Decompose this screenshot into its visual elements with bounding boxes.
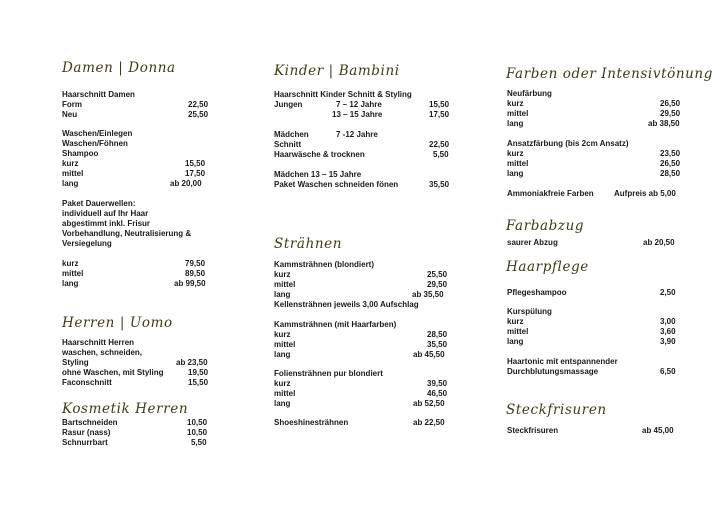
steckfrisuren-label: Steckfrisuren xyxy=(507,426,559,435)
damen-waschen-foehnen: Waschen/Föhnen xyxy=(62,139,128,148)
damen-heading: Damen | Donna xyxy=(62,60,176,76)
kinder-haarschnitt: Haarschnitt Kinder Schnitt & Styling xyxy=(274,90,412,99)
kosmetik-rasur-label: Rasur (nass) xyxy=(62,428,111,437)
straehnen-kb-mittel: mittel xyxy=(274,280,296,289)
haarpflege-pflege-price: 2,50 xyxy=(660,288,676,297)
straehnen-fo-lang-price: ab 52,50 xyxy=(413,399,445,408)
straehnen-kf-lang: lang xyxy=(274,350,291,359)
damen-lang-label: lang xyxy=(62,179,79,188)
damen-dw-kurz-price: 79,50 xyxy=(185,259,206,268)
herren-haarschnitt: Haarschnitt Herren xyxy=(62,338,135,347)
straehnen-kf-mittel-price: 35,50 xyxy=(427,340,448,349)
straehnen-heading: Strähnen xyxy=(274,236,343,252)
kosmetik-schnurr-price: 5,50 xyxy=(191,438,207,447)
damen-dauerwellen-1: Paket Dauerwellen: xyxy=(62,199,136,208)
herren-styling-price: ab 23,50 xyxy=(176,358,208,367)
haarpflege-ku-kurz-price: 3,00 xyxy=(660,317,676,326)
damen-form-price: 22,50 xyxy=(188,100,209,109)
damen-haarschnitt-title: Haarschnitt Damen xyxy=(62,90,135,99)
kinder-maedchen-age: 7 -12 Jahre xyxy=(336,130,378,139)
straehnen-fo-kurz: kurz xyxy=(274,379,291,388)
haarpflege-ku-lang: lang xyxy=(507,337,524,346)
kinder-jungen-age1: 7 – 12 Jahre xyxy=(336,100,382,109)
damen-form-label: Form xyxy=(62,100,82,109)
farben-an-kurz: kurz xyxy=(507,149,524,158)
farben-nf-lang: lang xyxy=(507,119,524,128)
kinder-heading: Kinder | Bambini xyxy=(274,63,400,79)
damen-mittel-label: mittel xyxy=(62,169,84,178)
straehnen-kellen: Kellensträhnen jeweils 3,00 Aufschlag xyxy=(274,300,419,309)
farben-an-lang: lang xyxy=(507,169,524,178)
haarpflege-ku-lang-price: 3,90 xyxy=(660,337,676,346)
damen-mittel-price: 17,50 xyxy=(185,169,206,178)
farben-an-mittel: mittel xyxy=(507,159,529,168)
straehnen-kf-lang-price: ab 45,50 xyxy=(413,350,445,359)
damen-dauerwellen-4: Vorbehandlung, Neutralisierung & xyxy=(62,229,192,238)
damen-shampoo: Shampoo xyxy=(62,149,99,158)
kinder-paket-label: Paket Waschen schneiden fönen xyxy=(274,180,399,189)
herren-waschen: waschen, schneiden, xyxy=(62,348,143,357)
straehnen-kb-mittel-price: 29,50 xyxy=(427,280,448,289)
haarpflege-pflege-label: Pflegeshampoo xyxy=(507,288,567,297)
farben-nf-mittel: mittel xyxy=(507,109,529,118)
straehnen-shoeshine-label: Shoeshinesträhnen xyxy=(274,418,349,427)
farben-ansatz-title: Ansatzfärbung (bis 2cm Ansatz) xyxy=(507,139,629,148)
damen-lang-price: ab 20,00 xyxy=(170,179,202,188)
haarpflege-ku-mittel: mittel xyxy=(507,327,529,336)
damen-kurz-price: 15,50 xyxy=(185,159,206,168)
straehnen-shoeshine-price: ab 22,50 xyxy=(413,418,445,427)
farben-an-mittel-price: 26,50 xyxy=(660,159,681,168)
straehnen-kb-lang: lang xyxy=(274,290,291,299)
farbabzug-saurer-price: ab 20,50 xyxy=(643,238,675,247)
haarpflege-tonic-2-label: Durchblutungsmassage xyxy=(507,367,599,376)
kinder-jungen-label: Jungen xyxy=(274,100,303,109)
haarpflege-tonic-2-price: 6,50 xyxy=(660,367,676,376)
straehnen-kf-kurz: kurz xyxy=(274,330,291,339)
damen-dw-lang-label: lang xyxy=(62,279,79,288)
herren-facon-price: 15,50 xyxy=(188,378,209,387)
kosmetik-heading: Kosmetik Herren xyxy=(62,401,189,417)
farbabzug-saurer-label: saurer Abzug xyxy=(507,238,558,247)
straehnen-fo-kurz-price: 39,50 xyxy=(427,379,448,388)
steckfrisuren-heading: Steckfrisuren xyxy=(506,402,607,418)
farben-nf-kurz: kurz xyxy=(507,99,524,108)
straehnen-fo-mittel-price: 46,50 xyxy=(427,389,448,398)
farben-heading: Farben oder Intensivtönung xyxy=(506,66,713,82)
kinder-schnitt-label: Schnitt xyxy=(274,140,302,149)
damen-waschen-einlegen: Waschen/Einlegen xyxy=(62,129,133,138)
kosmetik-schnurr-label: Schnurrbart xyxy=(62,438,108,447)
farbabzug-heading: Farbabzug xyxy=(506,218,585,234)
farben-nf-lang-price: ab 38,50 xyxy=(648,119,680,128)
kinder-haarwaesche-price: 5,50 xyxy=(433,150,449,159)
kinder-jungen-age2: 13 – 15 Jahre xyxy=(332,110,383,119)
haarpflege-tonic-1: Haartonic mit entspannender xyxy=(507,357,618,366)
kinder-paket-price: 35,50 xyxy=(429,180,450,189)
kosmetik-bart-price: 10,50 xyxy=(187,418,208,427)
straehnen-folien: Foliensträhnen pur blondiert xyxy=(274,369,383,378)
farben-an-lang-price: 28,50 xyxy=(660,169,681,178)
kosmetik-bart-label: Bartschneiden xyxy=(62,418,118,427)
herren-facon-label: Faconschnitt xyxy=(62,378,112,387)
herren-styling-label: Styling xyxy=(62,358,89,367)
farben-ammoniak-label: Ammoniakfreie Farben xyxy=(507,189,594,198)
damen-dauerwellen-2: individuell auf Ihr Haar xyxy=(62,209,149,218)
damen-dw-kurz-label: kurz xyxy=(62,259,79,268)
straehnen-kb-kurz: kurz xyxy=(274,270,291,279)
haarpflege-ku-mittel-price: 3,60 xyxy=(660,327,676,336)
straehnen-kf-mittel: mittel xyxy=(274,340,296,349)
haarpflege-ku-kurz: kurz xyxy=(507,317,524,326)
damen-neu-label: Neu xyxy=(62,110,78,119)
straehnen-kf-kurz-price: 28,50 xyxy=(427,330,448,339)
straehnen-kamm-blond: Kammsträhnen (blondiert) xyxy=(274,260,375,269)
damen-dauerwellen-3: abgestimmt inkl. Frisur xyxy=(62,219,151,228)
damen-dw-mittel-label: mittel xyxy=(62,269,84,278)
farben-neufaerbung: Neufärbung xyxy=(507,89,552,98)
herren-ohne-label: ohne Waschen, mit Styling xyxy=(62,368,164,377)
kosmetik-rasur-price: 10,50 xyxy=(187,428,208,437)
kinder-schnitt-price: 22,50 xyxy=(429,140,450,149)
kinder-maedchen-label: Mädchen xyxy=(274,130,309,139)
haarpflege-heading: Haarpflege xyxy=(506,259,589,275)
straehnen-kamm-farben: Kammsträhnen (mit Haarfarben) xyxy=(274,320,397,329)
farben-nf-mittel-price: 29,50 xyxy=(660,109,681,118)
kinder-jungen-price1: 15,50 xyxy=(429,100,450,109)
damen-dw-lang-price: ab 99,50 xyxy=(174,279,206,288)
farben-ammoniak-price: Aufpreis ab 5,00 xyxy=(614,189,676,198)
herren-heading: Herren | Uomo xyxy=(62,315,173,331)
damen-kurz-label: kurz xyxy=(62,159,79,168)
damen-neu-price: 25,50 xyxy=(188,110,209,119)
straehnen-fo-mittel: mittel xyxy=(274,389,296,398)
straehnen-kb-lang-price: ab 35,50 xyxy=(412,290,444,299)
damen-dw-mittel-price: 89,50 xyxy=(185,269,206,278)
herren-ohne-price: 19,50 xyxy=(188,368,209,377)
kinder-jungen-price2: 17,50 xyxy=(429,110,450,119)
farben-an-kurz-price: 23,50 xyxy=(660,149,681,158)
kinder-haarwaesche-label: Haarwäsche & trocknen xyxy=(274,150,365,159)
farben-nf-kurz-price: 26,50 xyxy=(660,99,681,108)
kinder-maedchen-13-15: Mädchen 13 – 15 Jahre xyxy=(274,170,362,179)
straehnen-fo-lang: lang xyxy=(274,399,291,408)
damen-dauerwellen-5: Versiegelung xyxy=(62,239,112,248)
steckfrisuren-price: ab 45,00 xyxy=(642,426,674,435)
haarpflege-kur-title: Kurspülung xyxy=(507,307,552,316)
straehnen-kb-kurz-price: 25,50 xyxy=(427,270,448,279)
